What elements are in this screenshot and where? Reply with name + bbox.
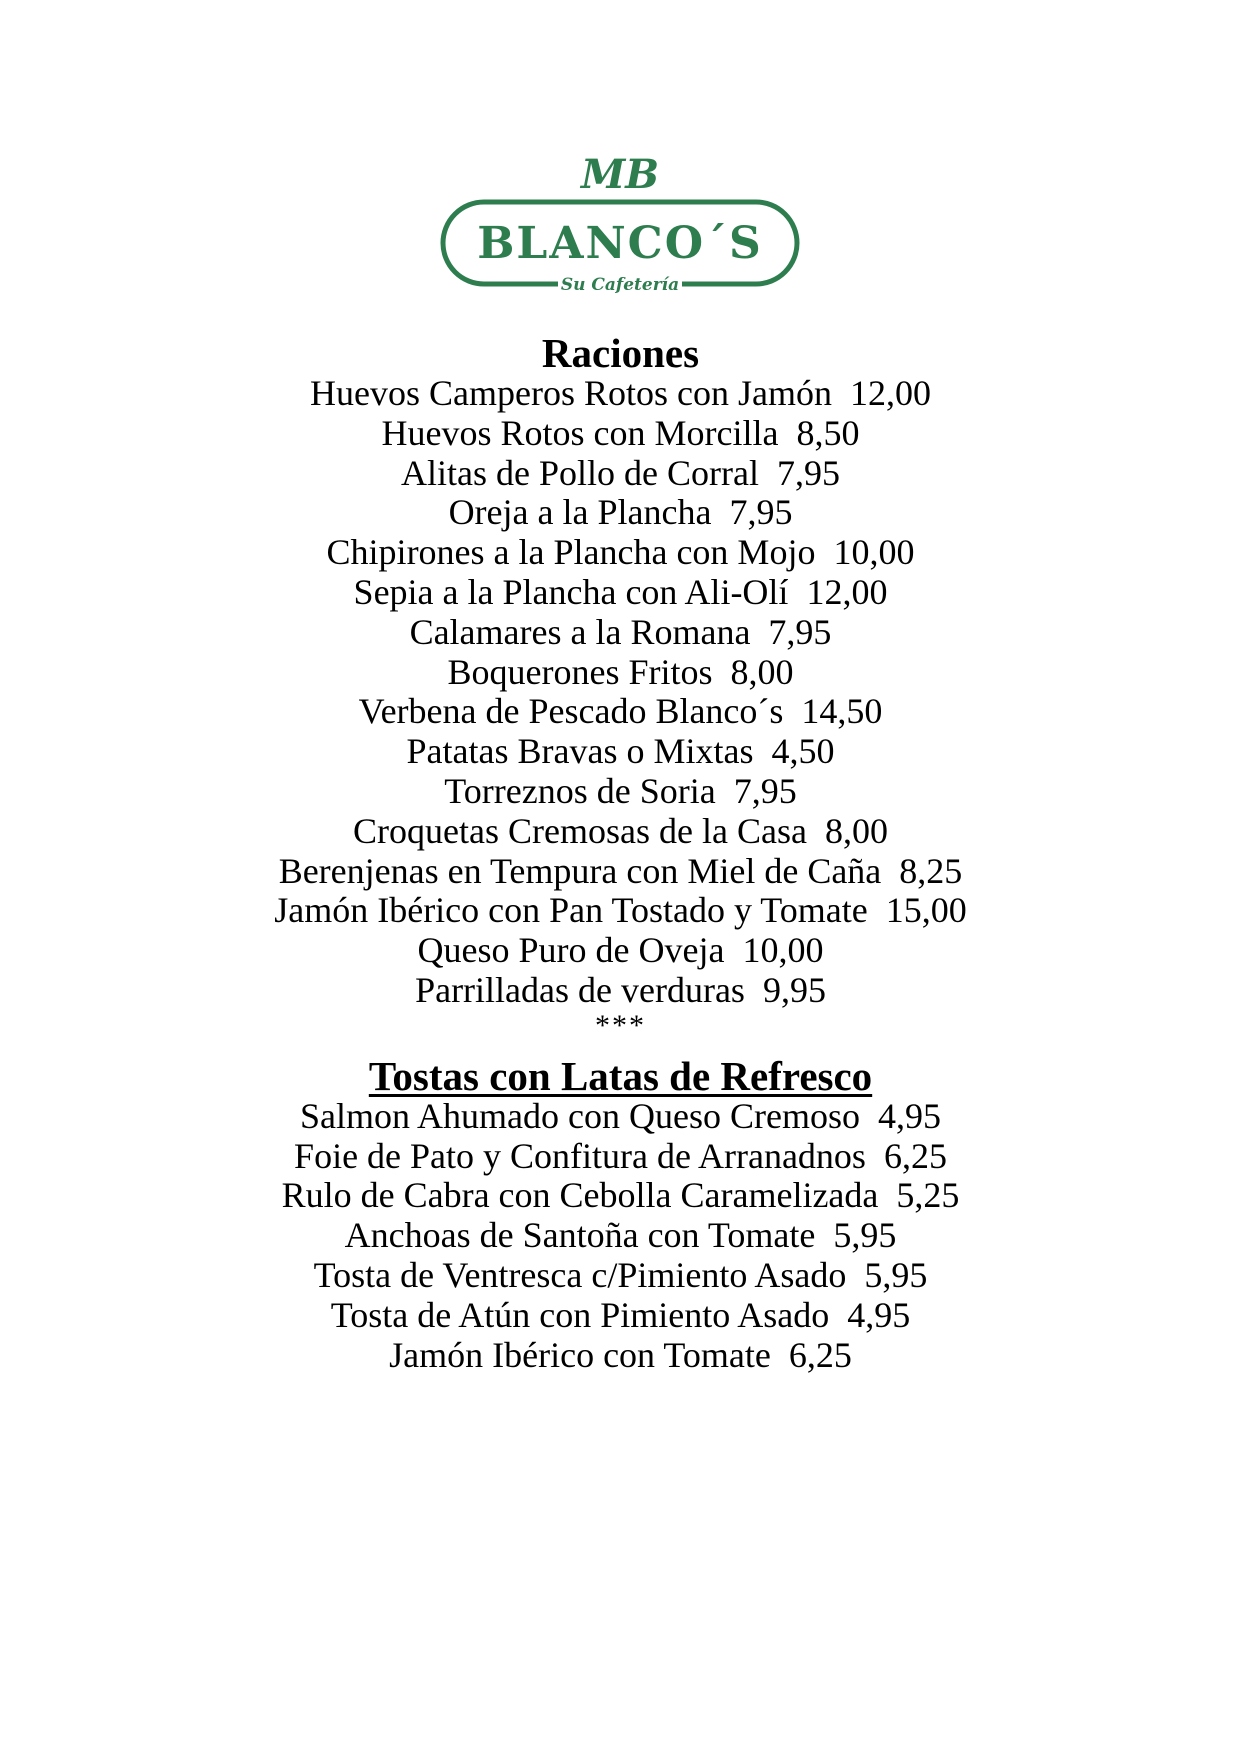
menu-item-name: Boquerones Fritos <box>447 651 713 692</box>
menu-item <box>0 414 1241 454</box>
menu-item <box>0 812 1241 852</box>
menu-item-price: 10,00 <box>833 532 915 573</box>
menu-item-price: 12,00 <box>806 571 888 612</box>
logo-tagline: Su Cafetería <box>560 275 680 295</box>
tostas-title: Tostas con Latas de Refresco <box>368 1052 873 1099</box>
menu-item-price: 9,95 <box>762 969 826 1010</box>
menu-item-name: Huevos Camperos Rotos con Jamón <box>310 373 832 413</box>
raciones-section <box>0 332 1241 1375</box>
menu-item-price: 10,00 <box>742 930 824 971</box>
menu-item <box>0 971 1241 1011</box>
menu-item-price: 7,95 <box>733 770 797 811</box>
menu-item-price: 5,95 <box>833 1215 897 1256</box>
menu-item-price: 7,95 <box>776 452 840 493</box>
menu-item-name: Foie de Pato y Confitura de Arranadnos <box>294 1135 866 1176</box>
menu-item-price: 15,00 <box>885 890 967 931</box>
logo-monogram: MB <box>580 151 660 198</box>
menu-item-price: 8,50 <box>796 412 860 453</box>
raciones-list <box>0 374 1241 1011</box>
menu-item-name: Parrilladas de verduras <box>415 969 745 1010</box>
menu-item <box>0 1097 1241 1137</box>
menu-item-name: Queso Puro de Oveja <box>417 930 725 971</box>
section-separator: *** <box>595 1008 646 1042</box>
menu-item <box>0 454 1241 494</box>
menu-item <box>0 1336 1241 1376</box>
menu-item-name: Oreja a la Plancha <box>448 492 712 533</box>
menu-item-name: Torreznos de Soria <box>444 770 716 811</box>
menu-item <box>0 374 1241 414</box>
menu-item-name: Jamón Ibérico con Pan Tostado y Tomate <box>274 890 868 931</box>
menu-item-name: Croquetas Cremosas de la Casa <box>353 810 807 851</box>
menu-item-name: Berenjenas en Tempura con Miel de Caña <box>278 850 882 891</box>
menu-item <box>0 1256 1241 1296</box>
menu-item <box>0 732 1241 772</box>
menu-item-name: Jamón Ibérico con Tomate <box>389 1334 771 1375</box>
menu-item <box>0 931 1241 971</box>
menu-item <box>0 852 1241 892</box>
menu-item <box>0 573 1241 613</box>
menu-item-name: Sepia a la Plancha con Ali-Olí <box>353 571 789 612</box>
menu-item <box>0 613 1241 653</box>
blancos-logo <box>440 150 800 310</box>
menu-item <box>0 653 1241 693</box>
menu-item-price: 4,95 <box>847 1294 911 1335</box>
logo-graphic <box>440 150 800 310</box>
menu-item-name: Alitas de Pollo de Corral <box>401 452 759 493</box>
menu-item-name: Verbena de Pescado Blanco´s <box>358 691 784 732</box>
menu-item-price: 5,95 <box>864 1254 928 1295</box>
menu-item <box>0 493 1241 533</box>
menu-item-name: Salmon Ahumado con Queso Cremoso <box>300 1095 860 1136</box>
menu-item-price: 8,00 <box>730 651 794 692</box>
menu-item-price: 7,95 <box>729 492 793 533</box>
raciones-title: Raciones <box>541 330 700 376</box>
menu-item-price: 8,00 <box>824 810 888 851</box>
menu-item <box>0 772 1241 812</box>
menu-item-name: Calamares a la Romana <box>409 611 751 652</box>
menu-item-price: 8,25 <box>899 850 963 891</box>
menu-item-name: Rulo de Cabra con Cebolla Caramelizada <box>281 1175 879 1216</box>
menu-item-name: Huevos Rotos con Morcilla <box>381 412 779 453</box>
menu-item-price: 5,25 <box>896 1175 960 1216</box>
menu-item-name: Tosta de Atún con Pimiento Asado <box>330 1294 830 1335</box>
menu-item <box>0 1216 1241 1256</box>
menu-item <box>0 1137 1241 1177</box>
menu-item-price: 4,95 <box>877 1095 941 1136</box>
menu-item-name: Patatas Bravas o Mixtas <box>406 731 754 772</box>
tostas-list <box>0 1097 1241 1376</box>
menu-item <box>0 692 1241 732</box>
menu-item-price: 7,95 <box>768 611 832 652</box>
menu-item-price: 4,50 <box>771 731 835 772</box>
menu-item-price: 14,50 <box>801 691 883 732</box>
menu-item <box>0 533 1241 573</box>
menu-item-name: Chipirones a la Plancha con Mojo <box>326 532 816 573</box>
menu-item <box>0 1296 1241 1336</box>
menu-item-name: Tosta de Ventresca c/Pimiento Asado <box>313 1254 847 1295</box>
menu-item <box>0 891 1241 931</box>
menu-item-price: 6,25 <box>788 1334 852 1375</box>
menu-item-price: 6,25 <box>883 1135 947 1176</box>
menu-item <box>0 1176 1241 1216</box>
menu-item-price: 12,00 <box>849 373 931 413</box>
menu-item-name: Anchoas de Santoña con Tomate <box>344 1215 816 1256</box>
logo-name: BLANCO´S <box>477 218 763 269</box>
